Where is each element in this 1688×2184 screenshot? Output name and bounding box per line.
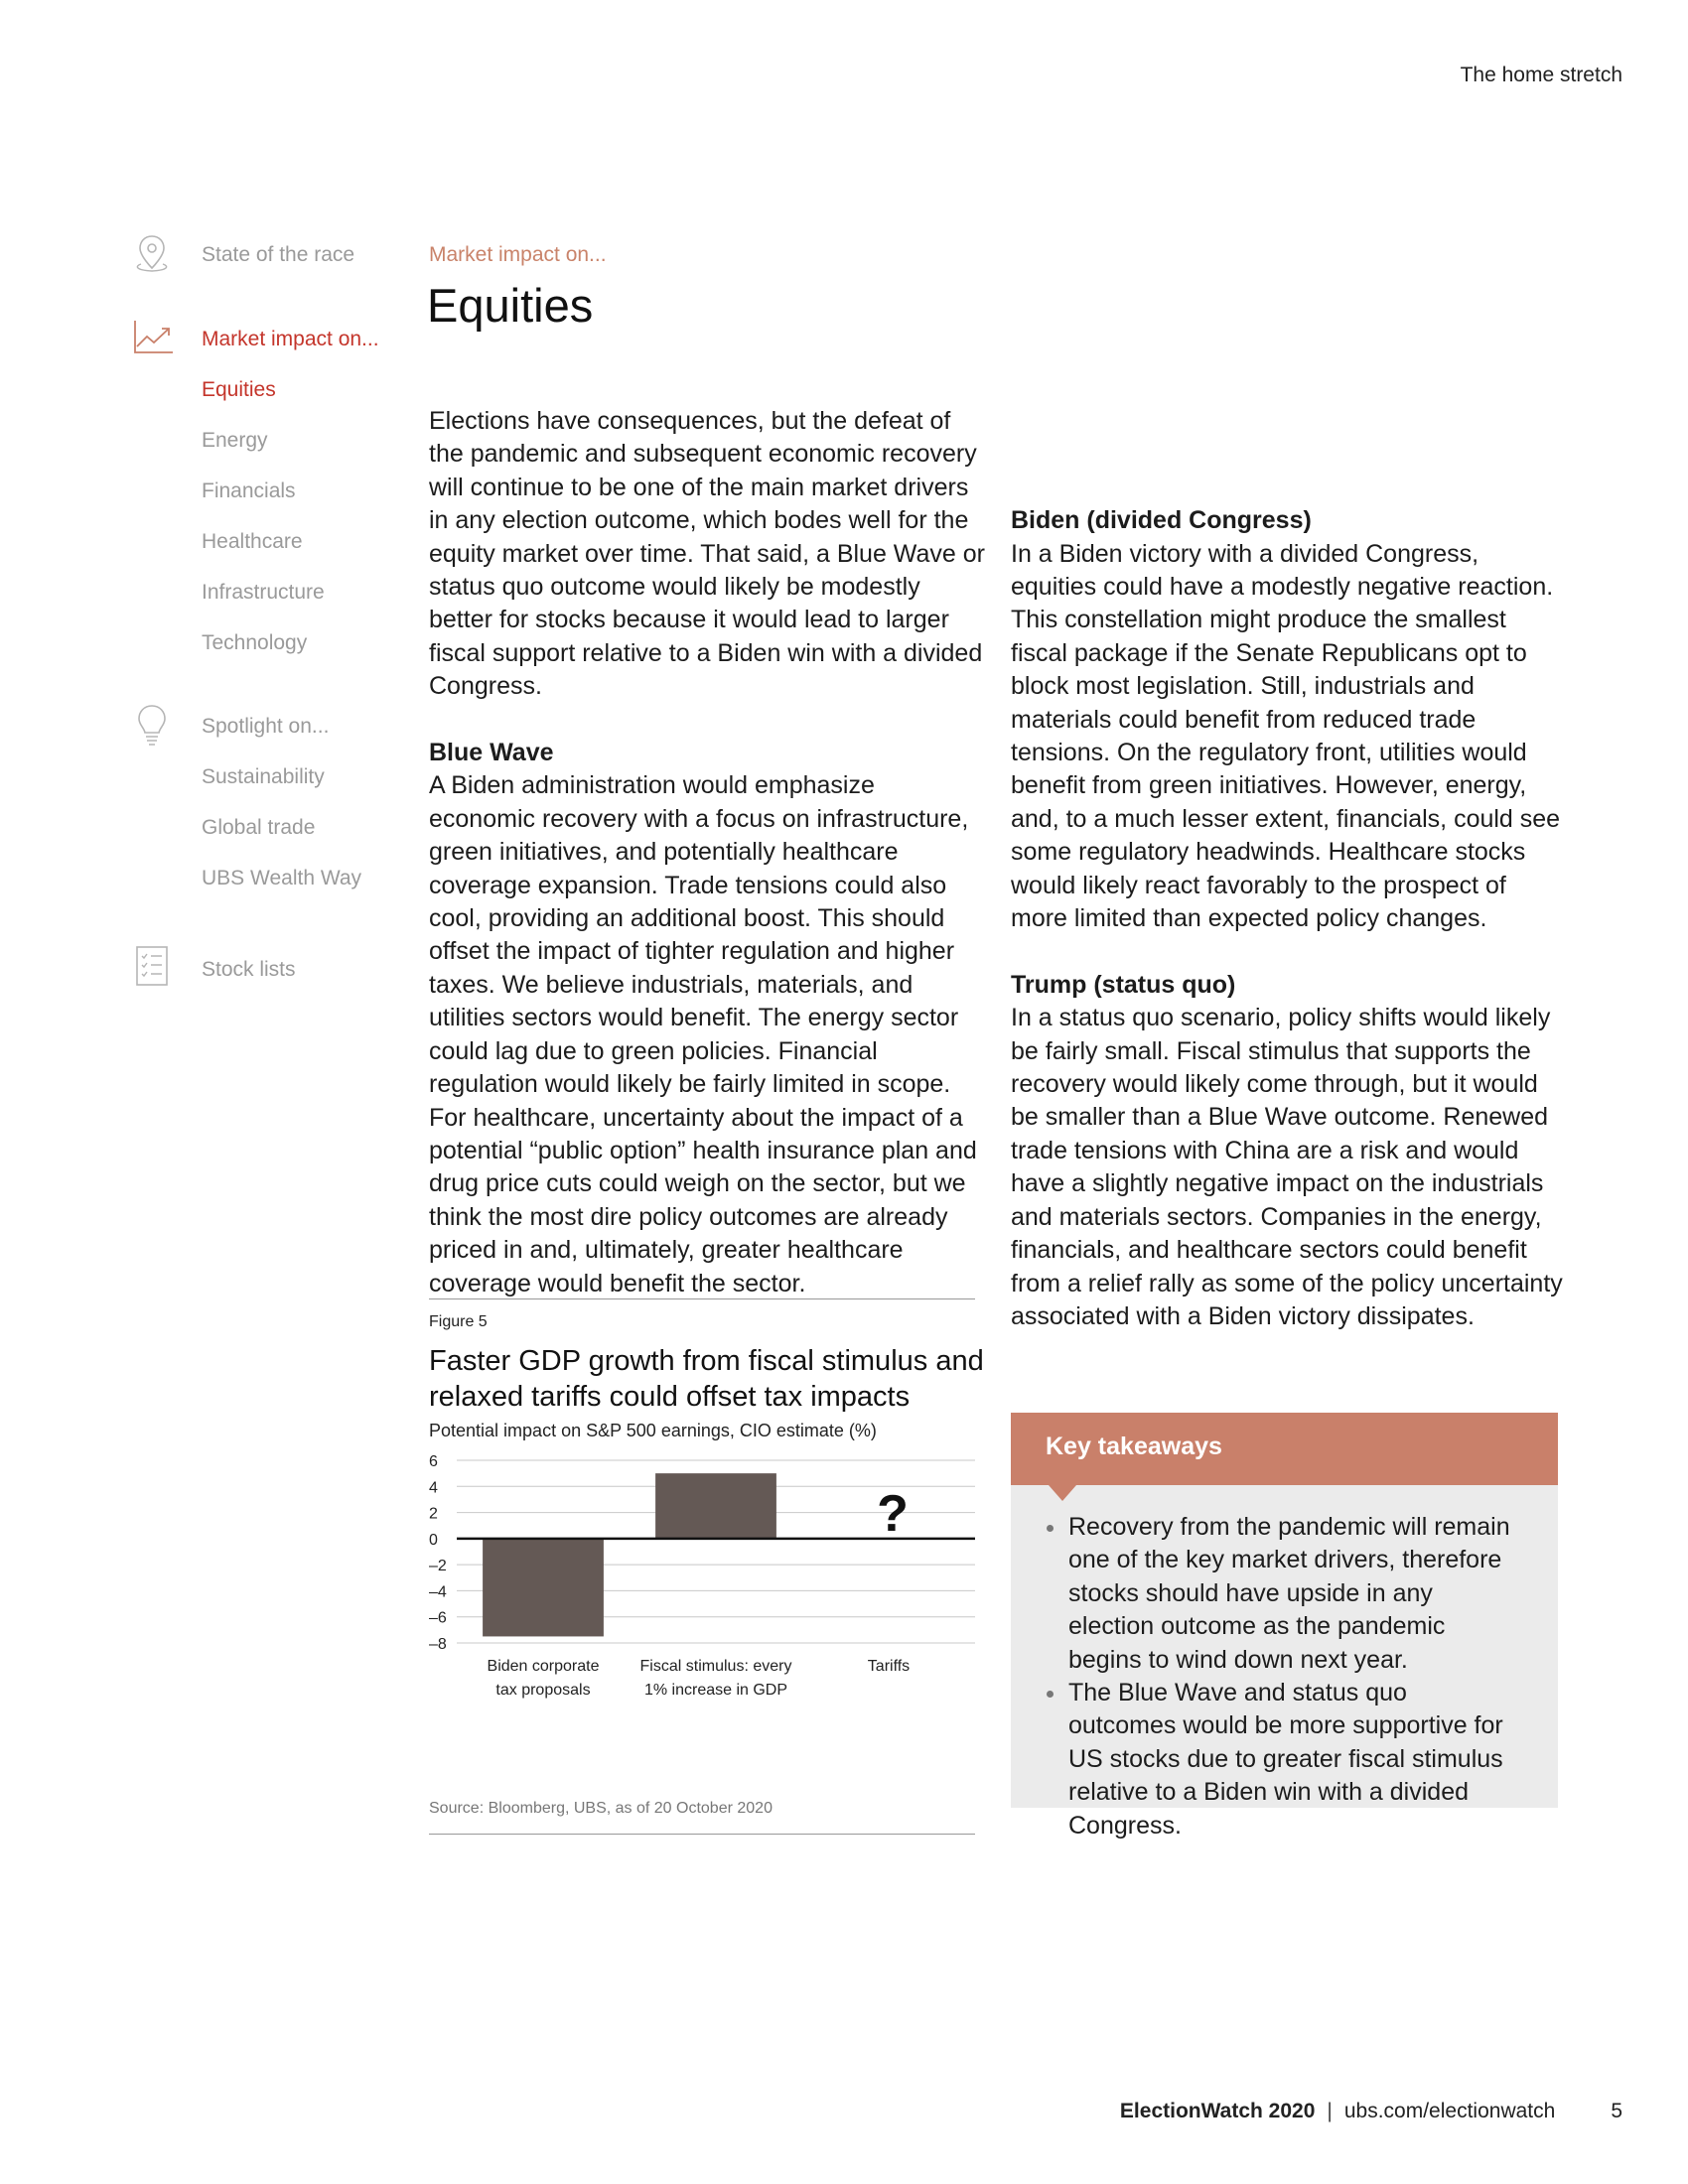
- sidebar-item-financials[interactable]: Financials: [202, 479, 296, 502]
- section-kicker: Market impact on...: [429, 243, 607, 266]
- page-footer: [1120, 2100, 1622, 2123]
- sidebar-item-ubs-wealth-way[interactable]: UBS Wealth Way: [202, 867, 362, 889]
- x-tick-label: Fiscal stimulus: every: [639, 1658, 792, 1675]
- sidebar-item-energy[interactable]: Energy: [202, 429, 268, 452]
- trend-line-icon: [129, 313, 175, 358]
- figure-title: Faster GDP growth from fiscal stimulus and relaxed tariffs could offset tax impacts: [429, 1345, 984, 1413]
- takeaway-item: Recovery from the pandemic will remain one of the key market drivers, therefore stocks should have upside in any election outcome as the pandemic begins to wind down next year.: [1068, 1511, 1518, 1677]
- y-tick-label: 6: [429, 1453, 438, 1470]
- blue-wave-paragraph: A Biden administration would emphasize economic recovery with a focus on infrastructure, green initiatives, and potentially healthcare coverage expansion. Trade tensions could also cool, providing an additional boost. This should offset the impact of tighter regulation and higher taxes. We believe industrials, materials, and utilities sectors would benefit. The energy sector could lag due to green policies. Financial regulation would likely be fairly limited in scope. For healthcare, uncertainty about the impact of a potential “public option” health insurance plan and drug price cuts could weigh on the sector, but we think the most dire policy outcomes are already priced in and, ultimately, greater healthcare coverage would benefit the sector.: [429, 771, 977, 1297]
- running-head: The home stretch: [1460, 64, 1622, 86]
- sidebar-item-sustainability[interactable]: Sustainability: [202, 765, 325, 788]
- takeaway-item: The Blue Wave and status quo outcomes would be more supportive for US stocks due to greater fiscal stimulus relative to a Biden win with a divided Congress.: [1068, 1677, 1518, 1843]
- x-tick-label: tax proposals: [495, 1682, 591, 1699]
- figure-subtitle: Potential impact on S&P 500 earnings, CIO estimate (%): [429, 1421, 877, 1440]
- x-tick-label: Biden corporate: [487, 1658, 600, 1675]
- y-tick-label: –6: [429, 1609, 447, 1627]
- bar: [483, 1539, 604, 1637]
- sidebar-item-state-of-race[interactable]: State of the race: [202, 243, 355, 266]
- x-tick-label: 1% increase in GDP: [643, 1682, 788, 1699]
- y-tick-label: 2: [429, 1505, 438, 1523]
- figure-label: Figure 5: [429, 1313, 488, 1330]
- footer-separator: |: [1327, 2100, 1333, 2122]
- y-tick-label: 4: [429, 1479, 438, 1497]
- sidebar-item-infrastructure[interactable]: Infrastructure: [202, 581, 325, 604]
- y-tick-label: 0: [429, 1531, 438, 1549]
- trump-status-quo-paragraph: In a status quo scenario, policy shifts would likely be fairly small. Fiscal stimulus that supports the recovery would likely come through, but it would be smaller than a Blue Wave outcome. Renewed trade tensions with China are a risk and would have a slightly negative impact on the industrials and materials sectors. Companies in the energy, financials, and healthcare sectors could benefit from a relief rally as some of the policy uncertainty associated with a Biden victory dissipates.: [1011, 1004, 1563, 1330]
- intro-paragraph: Elections have consequences, but the defeat of the pandemic and subsequent economic recovery will continue to be one of the main market drivers in any election outcome, which bodes well for the equity market over time. That said, a Blue Wave or status quo outcome would likely be modestly better for stocks because it would lead to larger fiscal support relative to a Biden win with a divided Congress.: [429, 407, 985, 701]
- callout-pointer: [1049, 1485, 1076, 1501]
- page-title: Equities: [427, 279, 594, 332]
- sidebar-item-market-impact[interactable]: Market impact on...: [202, 328, 379, 350]
- footer-url-link[interactable]: ubs.com/electionwatch: [1343, 2100, 1556, 2122]
- divided-congress-heading: Biden (divided Congress): [1011, 506, 1312, 535]
- body-column-left: [429, 405, 985, 1300]
- y-tick-label: –4: [429, 1583, 447, 1601]
- key-takeaways-body: [1011, 1485, 1558, 1840]
- divided-congress-paragraph: In a Biden victory with a divided Congress, equities could have a modestly negative reaction. This constellation might produce the smallest fiscal package if the Senate Republicans opt to block most legislation. Still, industrials and materials could benefit from reduced trade tensions. On the regulatory front, utilities would benefit from green initiatives. However, energy, and, to a much lesser extent, financials, could see some regulatory headwinds. Healthcare stocks would likely react favorably to the prospect of more limited than expected policy changes.: [1011, 539, 1561, 933]
- earnings-impact-bar-chart: [429, 1448, 975, 1786]
- footer-brand: ElectionWatch 2020: [1119, 2100, 1316, 2122]
- key-takeaways-box: [1011, 1413, 1558, 1840]
- figure-5: [429, 1298, 984, 1835]
- sidebar-item-equities[interactable]: Equities: [202, 378, 276, 401]
- trump-status-quo-heading: Trump (status quo): [1011, 970, 1236, 999]
- sidebar-item-technology[interactable]: Technology: [202, 631, 308, 654]
- sidebar-item-spotlight[interactable]: Spotlight on...: [202, 715, 330, 738]
- blue-wave-heading: Blue Wave: [429, 739, 554, 767]
- checklist-icon: [129, 943, 175, 989]
- y-tick-label: –8: [429, 1636, 447, 1653]
- key-takeaways-heading: Key takeaways: [1046, 1433, 1222, 1460]
- figure-source: Source: Bloomberg, UBS, as of 20 October 2020: [429, 1800, 773, 1817]
- location-pin-icon: [129, 230, 175, 276]
- lightbulb-icon: [129, 702, 175, 748]
- y-tick-label: –2: [429, 1558, 447, 1575]
- sidebar-item-global-trade[interactable]: Global trade: [202, 816, 316, 839]
- bar: [655, 1473, 776, 1539]
- page-number: 5: [1611, 2100, 1622, 2122]
- body-column-right: [1011, 405, 1567, 1333]
- sidebar-item-stock-lists[interactable]: Stock lists: [202, 958, 296, 981]
- annotation-question-mark: ?: [877, 1484, 909, 1543]
- key-takeaways-list: [1068, 1511, 1518, 1843]
- key-takeaways-header: [1011, 1413, 1558, 1485]
- x-tick-label: Tariffs: [867, 1658, 911, 1675]
- sidebar-item-healthcare[interactable]: Healthcare: [202, 530, 303, 553]
